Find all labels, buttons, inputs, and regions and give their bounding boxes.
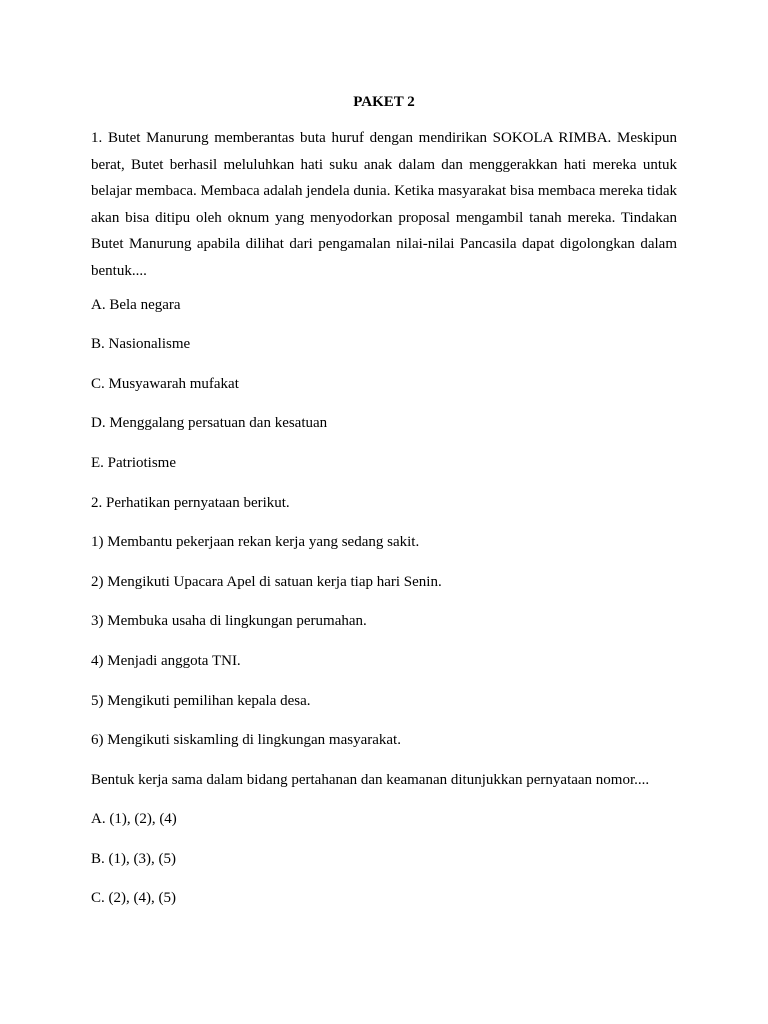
question-2-option-b: B. (1), (3), (5) bbox=[91, 850, 176, 867]
question-2-statement-6: 6) Mengikuti siskamling di lingkungan masyarakat. bbox=[91, 732, 401, 749]
document-page bbox=[91, 92, 677, 928]
question-2-option-a: A. (1), (2), (4) bbox=[91, 811, 177, 828]
question-2-prompt: Bentuk kerja sama dalam bidang pertahanan dan keamanan ditunjukkan pernyataan nomor.... bbox=[91, 771, 650, 788]
question-1-option-e: E. Patriotisme bbox=[91, 454, 176, 471]
question-1-option-c: C. Musyawarah mufakat bbox=[91, 375, 239, 392]
question-2-option-c: C. (2), (4), (5) bbox=[91, 890, 176, 907]
question-2-statement-1: 1) Membantu pekerjaan rekan kerja yang sedang sakit. bbox=[91, 534, 420, 551]
question-1-text: 1. Butet Manurung memberantas buta huruf dengan mendirikan SOKOLA RIMBA. Meskipun berat, Butet berhasil meluluhkan hati suku anak dalam dan menggerakkan hati mereka untuk belajar membaca. Membaca adalah jendela dunia. Ketika masyarakat bisa membaca mereka tidak akan bisa ditipu oleh oknum yang menyodorkan proposal mengambil tanah mereka. Tindakan Butet Manurung apabila dilihat dari pengamalan nilai-nilai Pancasila dapat digolongkan dalam bentuk.... bbox=[91, 130, 677, 279]
question-2-statement-5: 5) Mengikuti pemilihan kepala desa. bbox=[91, 692, 311, 709]
question-2-intro: 2. Perhatikan pernyataan berikut. bbox=[91, 494, 290, 511]
question-2-statement-2: 2) Mengikuti Upacara Apel di satuan kerja tiap hari Senin. bbox=[91, 573, 442, 590]
question-2-statement-3: 3) Membuka usaha di lingkungan perumahan. bbox=[91, 613, 367, 630]
document-title: PAKET 2 bbox=[353, 94, 415, 110]
question-2-statement-4: 4) Menjadi anggota TNI. bbox=[91, 652, 241, 669]
question-1-option-d: D. Menggalang persatuan dan kesatuan bbox=[91, 415, 328, 432]
question-1-option-b: B. Nasionalisme bbox=[91, 336, 191, 353]
question-1-option-a: A. Bela negara bbox=[91, 296, 181, 313]
